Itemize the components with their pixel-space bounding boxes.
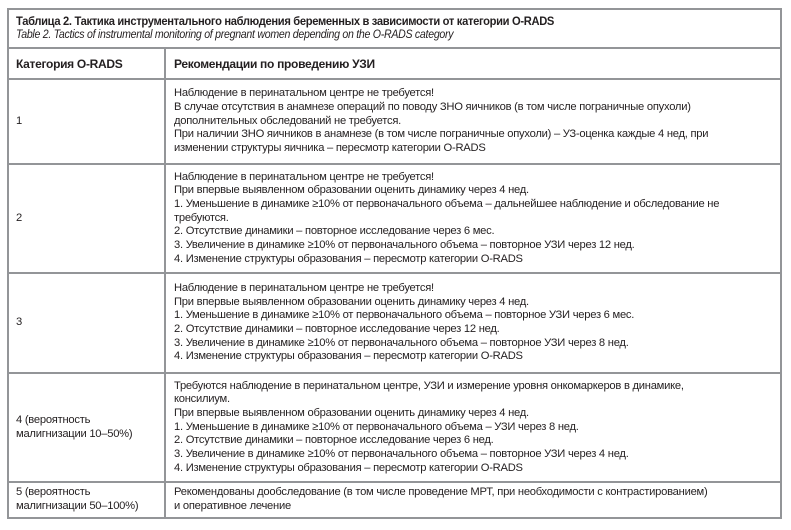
recommendation-line: консилиум. bbox=[174, 393, 230, 406]
recommendation-cell bbox=[166, 165, 780, 272]
recommendation-line: 3. Увеличение в динамике ≥10% от первоначального объема – повторное УЗИ через 4 нед. bbox=[174, 448, 629, 461]
category-value: 5 (вероятность малигнизации 50–100%) bbox=[16, 486, 139, 512]
recommendation-line: требуются. bbox=[174, 211, 229, 224]
category-cell bbox=[9, 374, 166, 481]
category-cell bbox=[9, 165, 166, 272]
caption-title-ru: Таблица 2. Тактика инструментального наблюдения беременных в зависимости от категории O-RADS bbox=[16, 14, 555, 28]
table-caption bbox=[9, 10, 780, 49]
category-value: 2 bbox=[16, 211, 22, 224]
recommendation-line: изменении структуры яичника – пересмотр категории O-RADS bbox=[174, 142, 486, 155]
category-value: 3 bbox=[16, 316, 22, 329]
recommendation-line: При впервые выявленном образовании оценить динамику через 4 нед. bbox=[174, 295, 529, 308]
table-row bbox=[9, 483, 780, 517]
recommendation-line: 3. Увеличение в динамике ≥10% от первоначального объема – повторное УЗИ через 12 нед. bbox=[174, 239, 635, 252]
recommendation-line: При наличии ЗНО яичников в анамнезе (в том числе пограничные опухоли) – УЗ-оценка каждые 4 нед, при bbox=[174, 128, 709, 141]
recommendation-line: 2. Отсутствие динамики – повторное исследование через 12 нед. bbox=[174, 323, 500, 335]
recommendation-line: Наблюдение в перинатальном центре не требуется! bbox=[174, 170, 434, 183]
recommendation-line: 4. Изменение структуры образования – пересмотр категории O-RADS bbox=[174, 350, 523, 363]
recommendation-line: 1. Уменьшение в динамике ≥10% от первоначального объема – повторное УЗИ через 6 мес. bbox=[174, 309, 635, 322]
recommendation-line: В случае отсутствия в анамнезе операций по поводу ЗНО яичников (в том числе пограничные опухоли) bbox=[174, 100, 691, 113]
category-cell bbox=[9, 274, 166, 372]
recommendation-line: Наблюдение в перинатальном центре не требуется! bbox=[174, 281, 434, 294]
recommendation-line: и оперативное лечение bbox=[174, 500, 291, 512]
recommendation-line: 4. Изменение структуры образования – пересмотр категории O-RADS bbox=[174, 461, 523, 474]
recommendation-line: Наблюдение в перинатальном центре не требуется! bbox=[174, 87, 434, 100]
recommendation-line: 1. Уменьшение в динамике ≥10% от первоначального объема – УЗИ через 8 нед. bbox=[174, 420, 579, 433]
recommendation-line: дополнительных обследований не требуется. bbox=[174, 114, 401, 127]
recommendation-line: 2. Отсутствие динамики – повторное исследование через 6 мес. bbox=[174, 225, 495, 238]
header-recommendations: Рекомендации по проведению УЗИ bbox=[174, 56, 375, 71]
recommendation-cell bbox=[166, 80, 780, 163]
table-header-row bbox=[9, 49, 780, 80]
table-row bbox=[9, 80, 780, 165]
table-row bbox=[9, 274, 780, 374]
recommendation-cell bbox=[166, 374, 780, 481]
recommendation-line: 3. Увеличение в динамике ≥10% от первоначального объема – повторное УЗИ через 8 нед. bbox=[174, 336, 629, 349]
category-cell bbox=[9, 483, 166, 517]
header-category: Категория O-RADS bbox=[9, 49, 166, 78]
recommendation-line: Требуются наблюдение в перинатальном центре, УЗИ и измерение уровня онкомаркеров в динамике, bbox=[174, 379, 684, 392]
recommendation-cell bbox=[166, 274, 780, 372]
category-value: 4 (вероятность малигнизации 10–50%) bbox=[16, 413, 133, 440]
recommendation-cell bbox=[166, 483, 780, 517]
caption-title-en: Table 2. Tactics of instrumental monitoring of pregnant women depending on the O-RADS category bbox=[16, 29, 454, 41]
recommendation-line: 4. Изменение структуры образования – пересмотр категории O-RADS bbox=[174, 252, 523, 265]
recommendation-line: Рекомендованы дообследование (в том числе проведение МРТ, при необходимости с контрастированием) bbox=[174, 486, 708, 499]
recommendation-line: При впервые выявленном образовании оценить динамику через 4 нед. bbox=[174, 406, 529, 419]
table-row bbox=[9, 165, 780, 274]
recommendation-line: 2. Отсутствие динамики – повторное исследование через 6 нед. bbox=[174, 434, 494, 447]
category-cell bbox=[9, 80, 166, 163]
table-row bbox=[9, 374, 780, 483]
recommendation-line: 1. Уменьшение в динамике ≥10% от первоначального объема – дальнейшее наблюдение и обследование не bbox=[174, 197, 720, 210]
category-value: 1 bbox=[16, 114, 22, 127]
recommendation-line: При впервые выявленном образовании оценить динамику через 4 нед. bbox=[174, 184, 529, 197]
o-rads-table bbox=[7, 8, 782, 519]
